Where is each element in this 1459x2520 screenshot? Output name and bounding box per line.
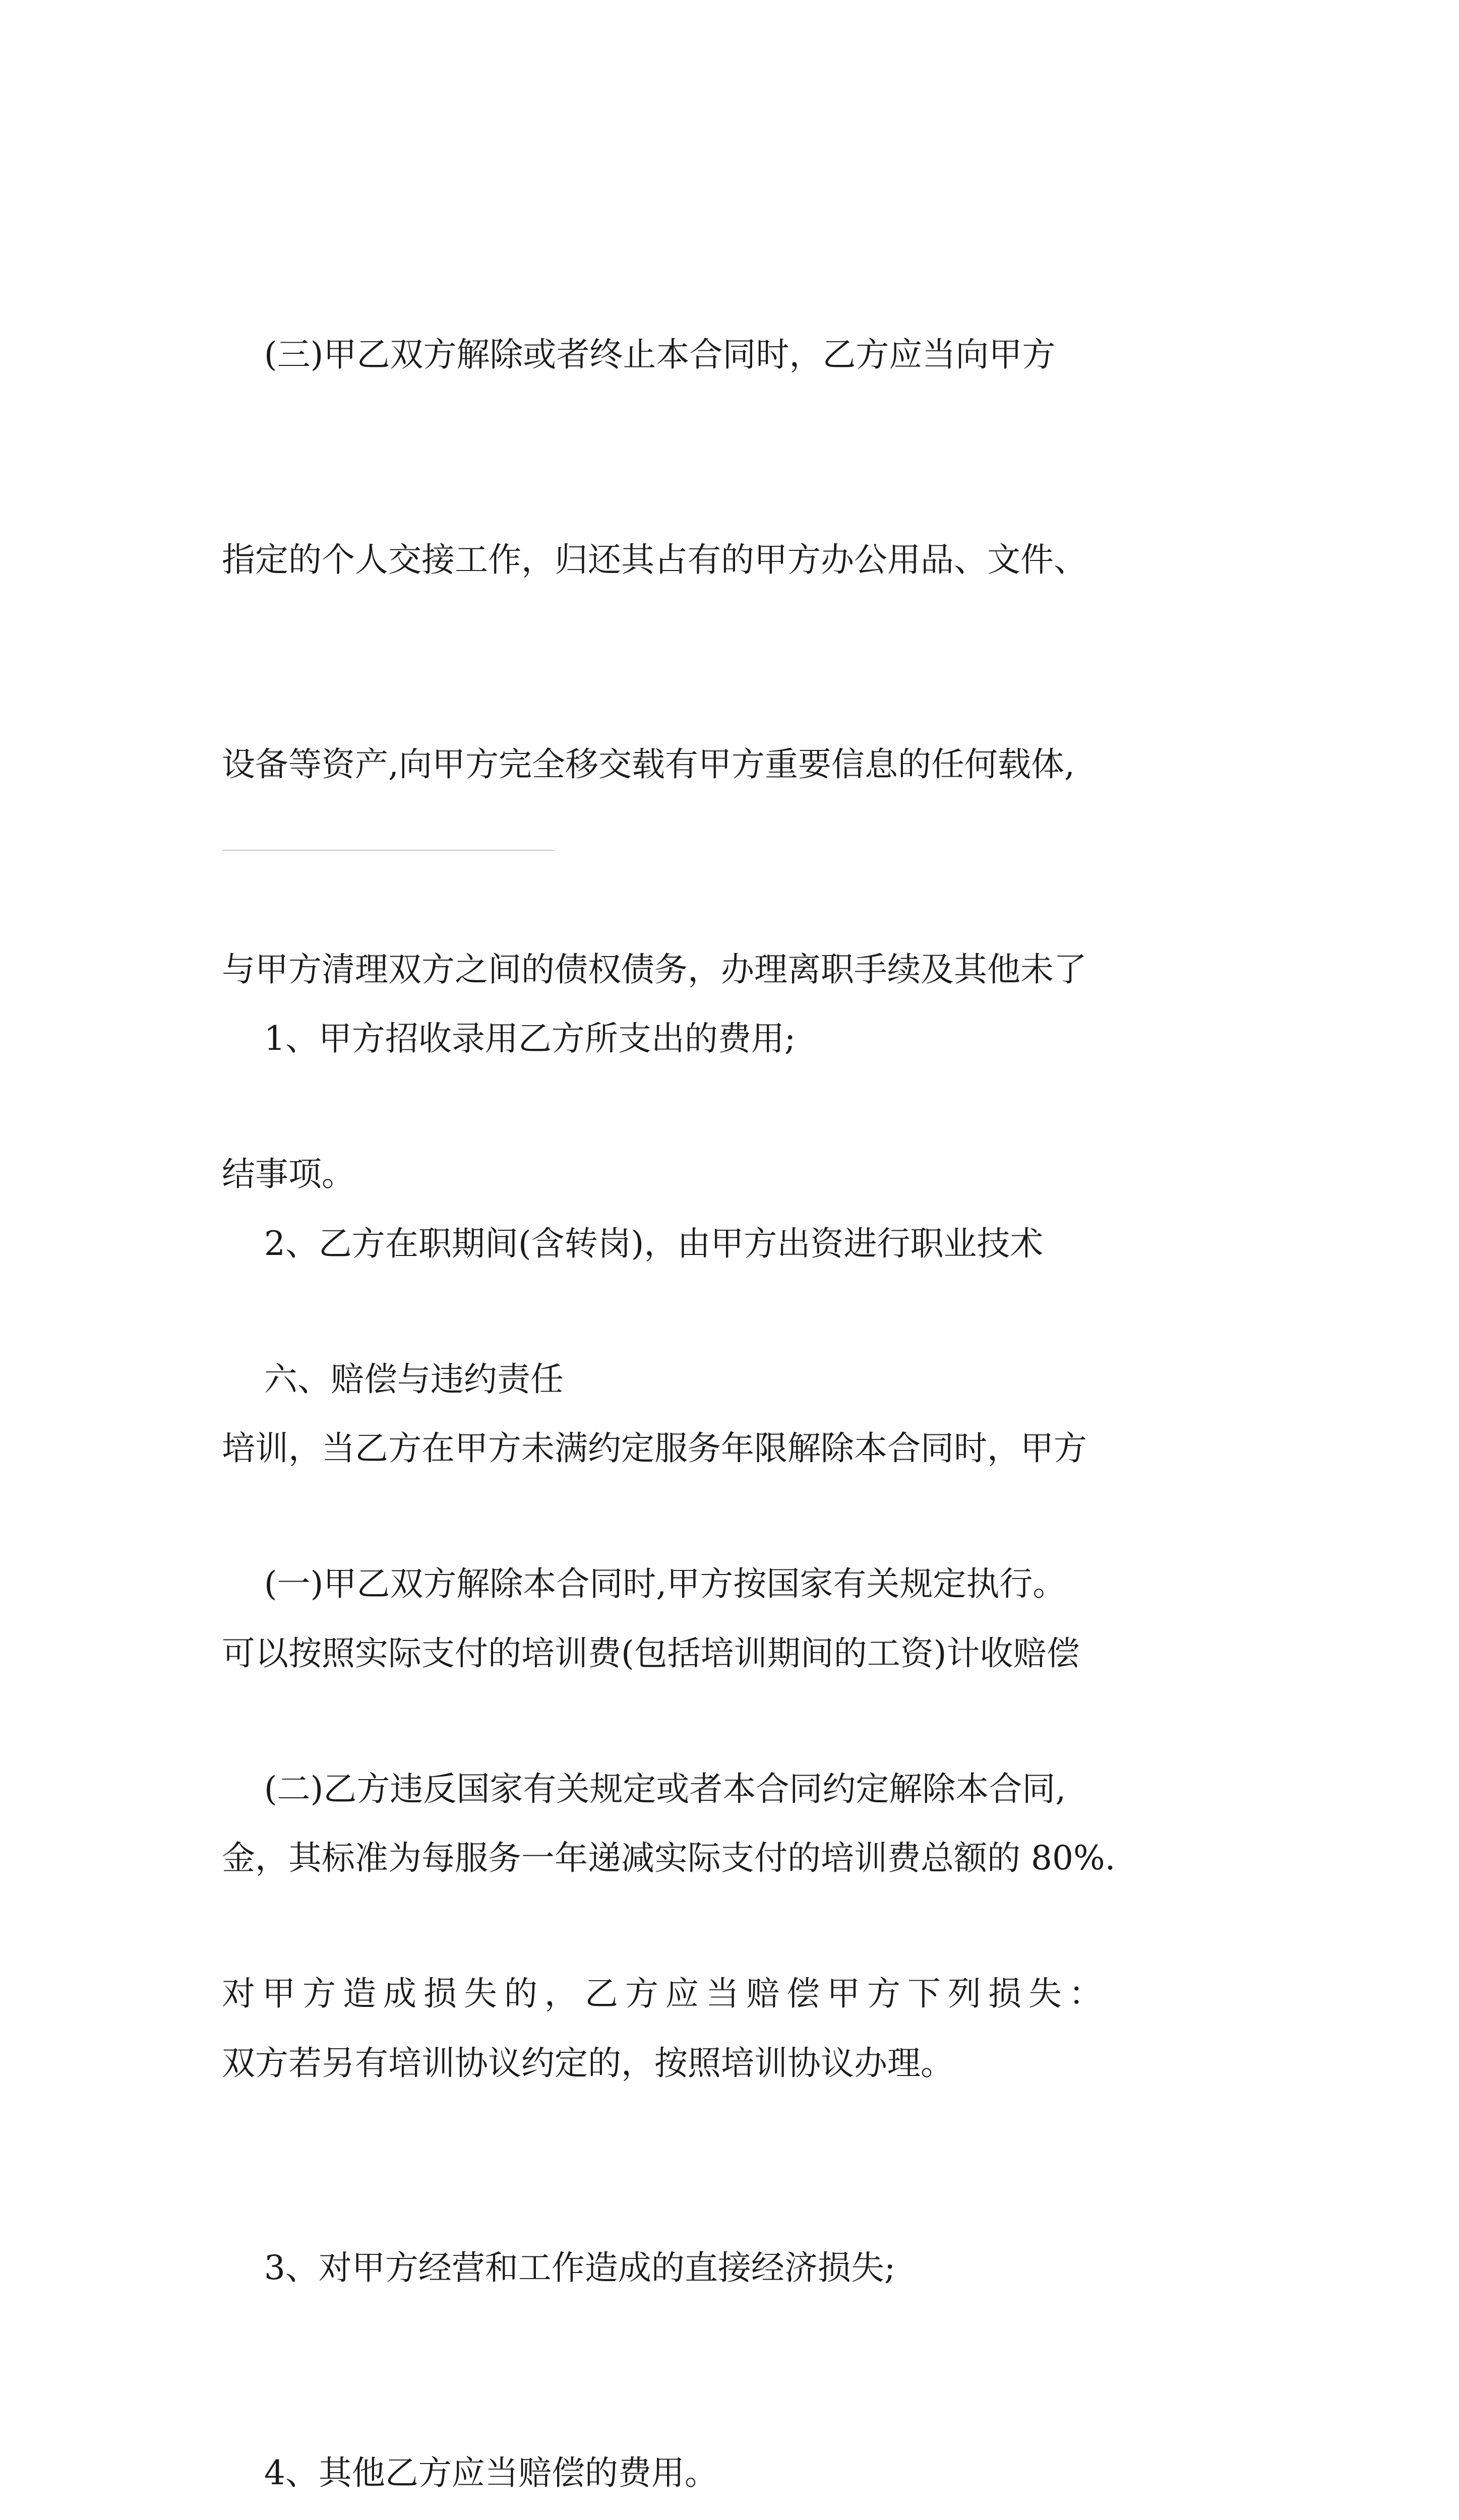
footnote-divider [222, 850, 555, 851]
text-line: 设备等资产,向甲方完全移交载有甲方重要信息的任何载体, [222, 745, 1075, 784]
text-line: 金，其标准为每服务一年递减实际支付的培训费总额的 80%. [222, 1839, 1116, 1877]
text-line: 结事项。 [222, 1155, 355, 1193]
text-line: 指定的个人交接工作，归还其占有的甲方办公用品、文件、 [222, 540, 1087, 579]
list-item: 4、其他乙方应当赔偿的费用。 [222, 2453, 718, 2492]
text-line: 可以按照实际支付的培训费(包括培训期间的工资)计收赔偿 [222, 1633, 1080, 1673]
text-line: (一)甲乙双方解除本合同时,甲方按国家有关规定执行。 [222, 1564, 1066, 1603]
section-heading: 六、赔偿与违约责任 [222, 1359, 564, 1399]
list-item: 3、对甲方经营和工作造成的直接经济损失; [222, 2248, 896, 2287]
list-item: 2、乙方在职期间(含转岗)，由甲方出资进行职业技术 [222, 1224, 1044, 1263]
text-line: 对甲方造成损失的，乙方应当赔偿甲方下列损失： [222, 1974, 1109, 2013]
contract-text-lower [222, 868, 1270, 2520]
text-line: 与甲方清理双方之间的债权债务，办理离职手续及其他未了 [222, 950, 1087, 989]
text-line: 培训，当乙方在甲方未满约定服务年限解除本合同时，甲方 [222, 1429, 1087, 1468]
list-item: 1、甲方招收录用乙方所支出的费用; [222, 1019, 796, 1058]
text-line: (二)乙方违反国家有关规定或者本合同约定解除本合同, [222, 1769, 1066, 1808]
text-line: (三)甲乙双方解除或者终止本合同时，乙方应当向甲方 [222, 335, 1056, 374]
text-line: 双方若另有培训协议约定的，按照培训协议办理。 [222, 2043, 954, 2083]
